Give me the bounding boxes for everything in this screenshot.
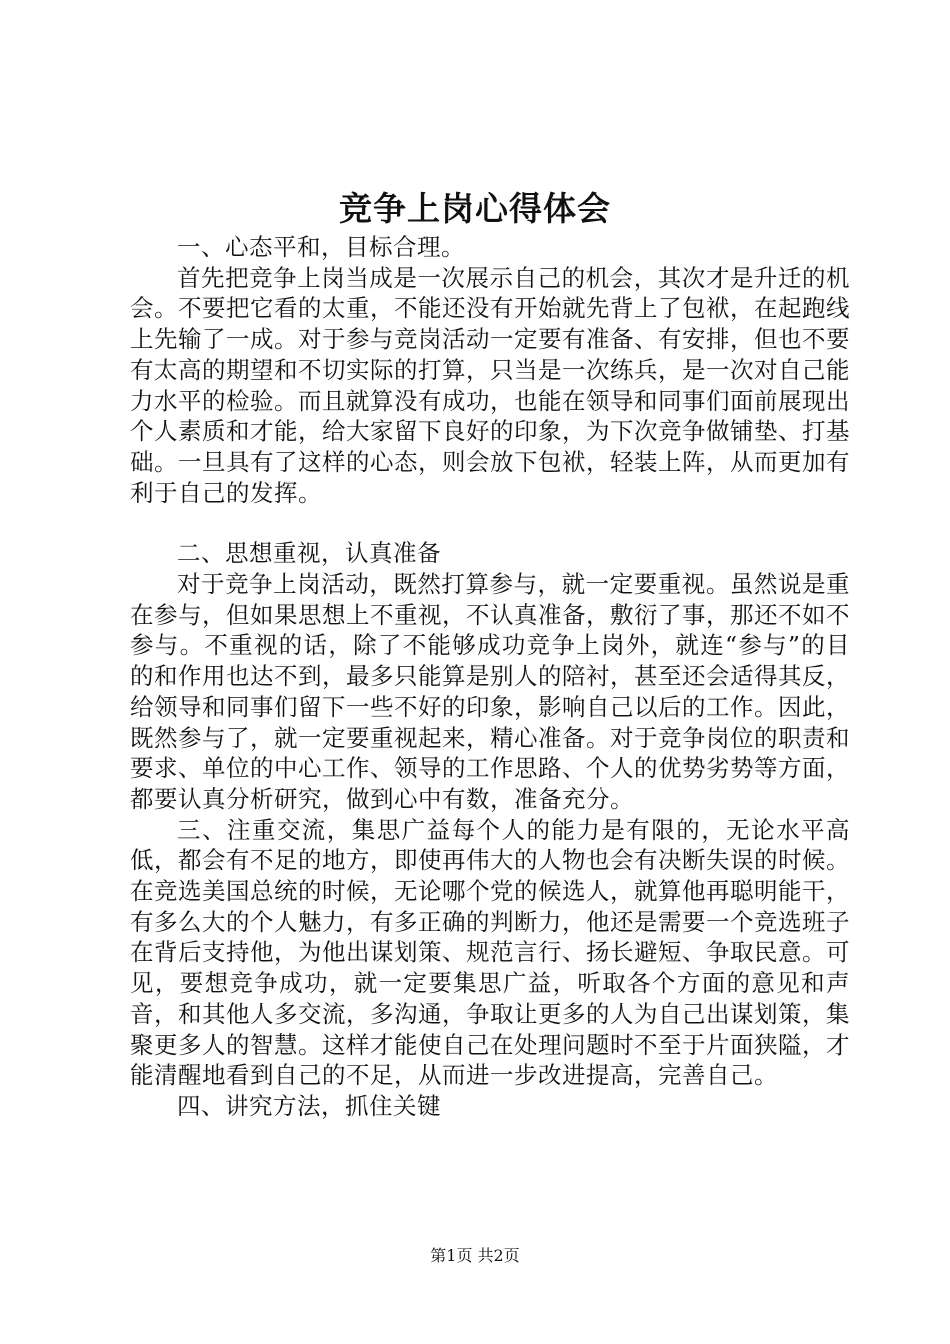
section-heading-2: 二、思想重视，认真准备 xyxy=(177,539,441,568)
document-title: 竞争上岗心得体会 xyxy=(339,189,611,228)
body-paragraph-1: 首先把竞争上岗当成是一次展示自己的机会，其次才是升迁的机会。不要把它看的太重，不能还没有开始就先背上了包袱，在起跑线上先输了一成。对于参与竞岗活动一定要有准备、有安排，但也不要有太高的期望和不切实际的打算，只当是一次练兵，是一次对自己能力水平的检验。而且就算没有成功，也能在领导和同事们面前展现出个人素质和才能，给大家留下良好的印象，为下次竞争做铺垫、打基础。一旦具有了这样的心态，则会放下包袱，轻装上阵，从而更加有利于自己的发挥。 xyxy=(130,263,850,507)
section-heading-1: 一、心态平和，目标合理。 xyxy=(177,233,465,261)
document-body xyxy=(130,232,850,1122)
body-paragraph-3: 三、注重交流，集思广益每个人的能力是有限的，无论水平高低，都会有不足的地方，即使再伟大的人物也会有决断失误的时候。在竞选美国总统的时候，无论哪个党的候选人，就算他再聪明能干，有多么大的个人魅力，有多正确的判断力，他还是需要一个竞选班子在背后支持他，为他出谋划策、规范言行、扬长避短、争取民意。可见，要想竞争成功，就一定要集思广益，听取各个方面的意见和声音，和其他人多交流，多沟通，争取让更多的人为自己出谋划策，集聚更多人的智慧。这样才能使自己在处理问题时不至于片面狭隘，才能清醒地看到自己的不足，从而进一步改进提高，完善自己。 xyxy=(130,815,850,1090)
body-paragraph-2: 对于竞争上岗活动，既然打算参与，就一定要重视。虽然说是重在参与，但如果思想上不重视，不认真准备，敷衍了事，那还不如不参与。不重视的话，除了不能够成功竞争上岗外，就连“参与”的目的和作用也达不到，最多只能算是别人的陪衬，甚至还会适得其反，给领导和同事们留下一些不好的印象，影响自己以后的工作。因此，既然参与了，就一定要重视起来，精心准备。对于竞争岗位的职责和要求、单位的中心工作、领导的工作思路、个人的优势劣势等方面，都要认真分析研究，做到心中有数，准备充分。 xyxy=(130,570,850,813)
page-footer: 第1页 共2页 xyxy=(430,1246,520,1265)
paragraph-gap xyxy=(130,508,850,538)
section-heading-4: 四、讲究方法，抓住关键 xyxy=(177,1091,441,1120)
